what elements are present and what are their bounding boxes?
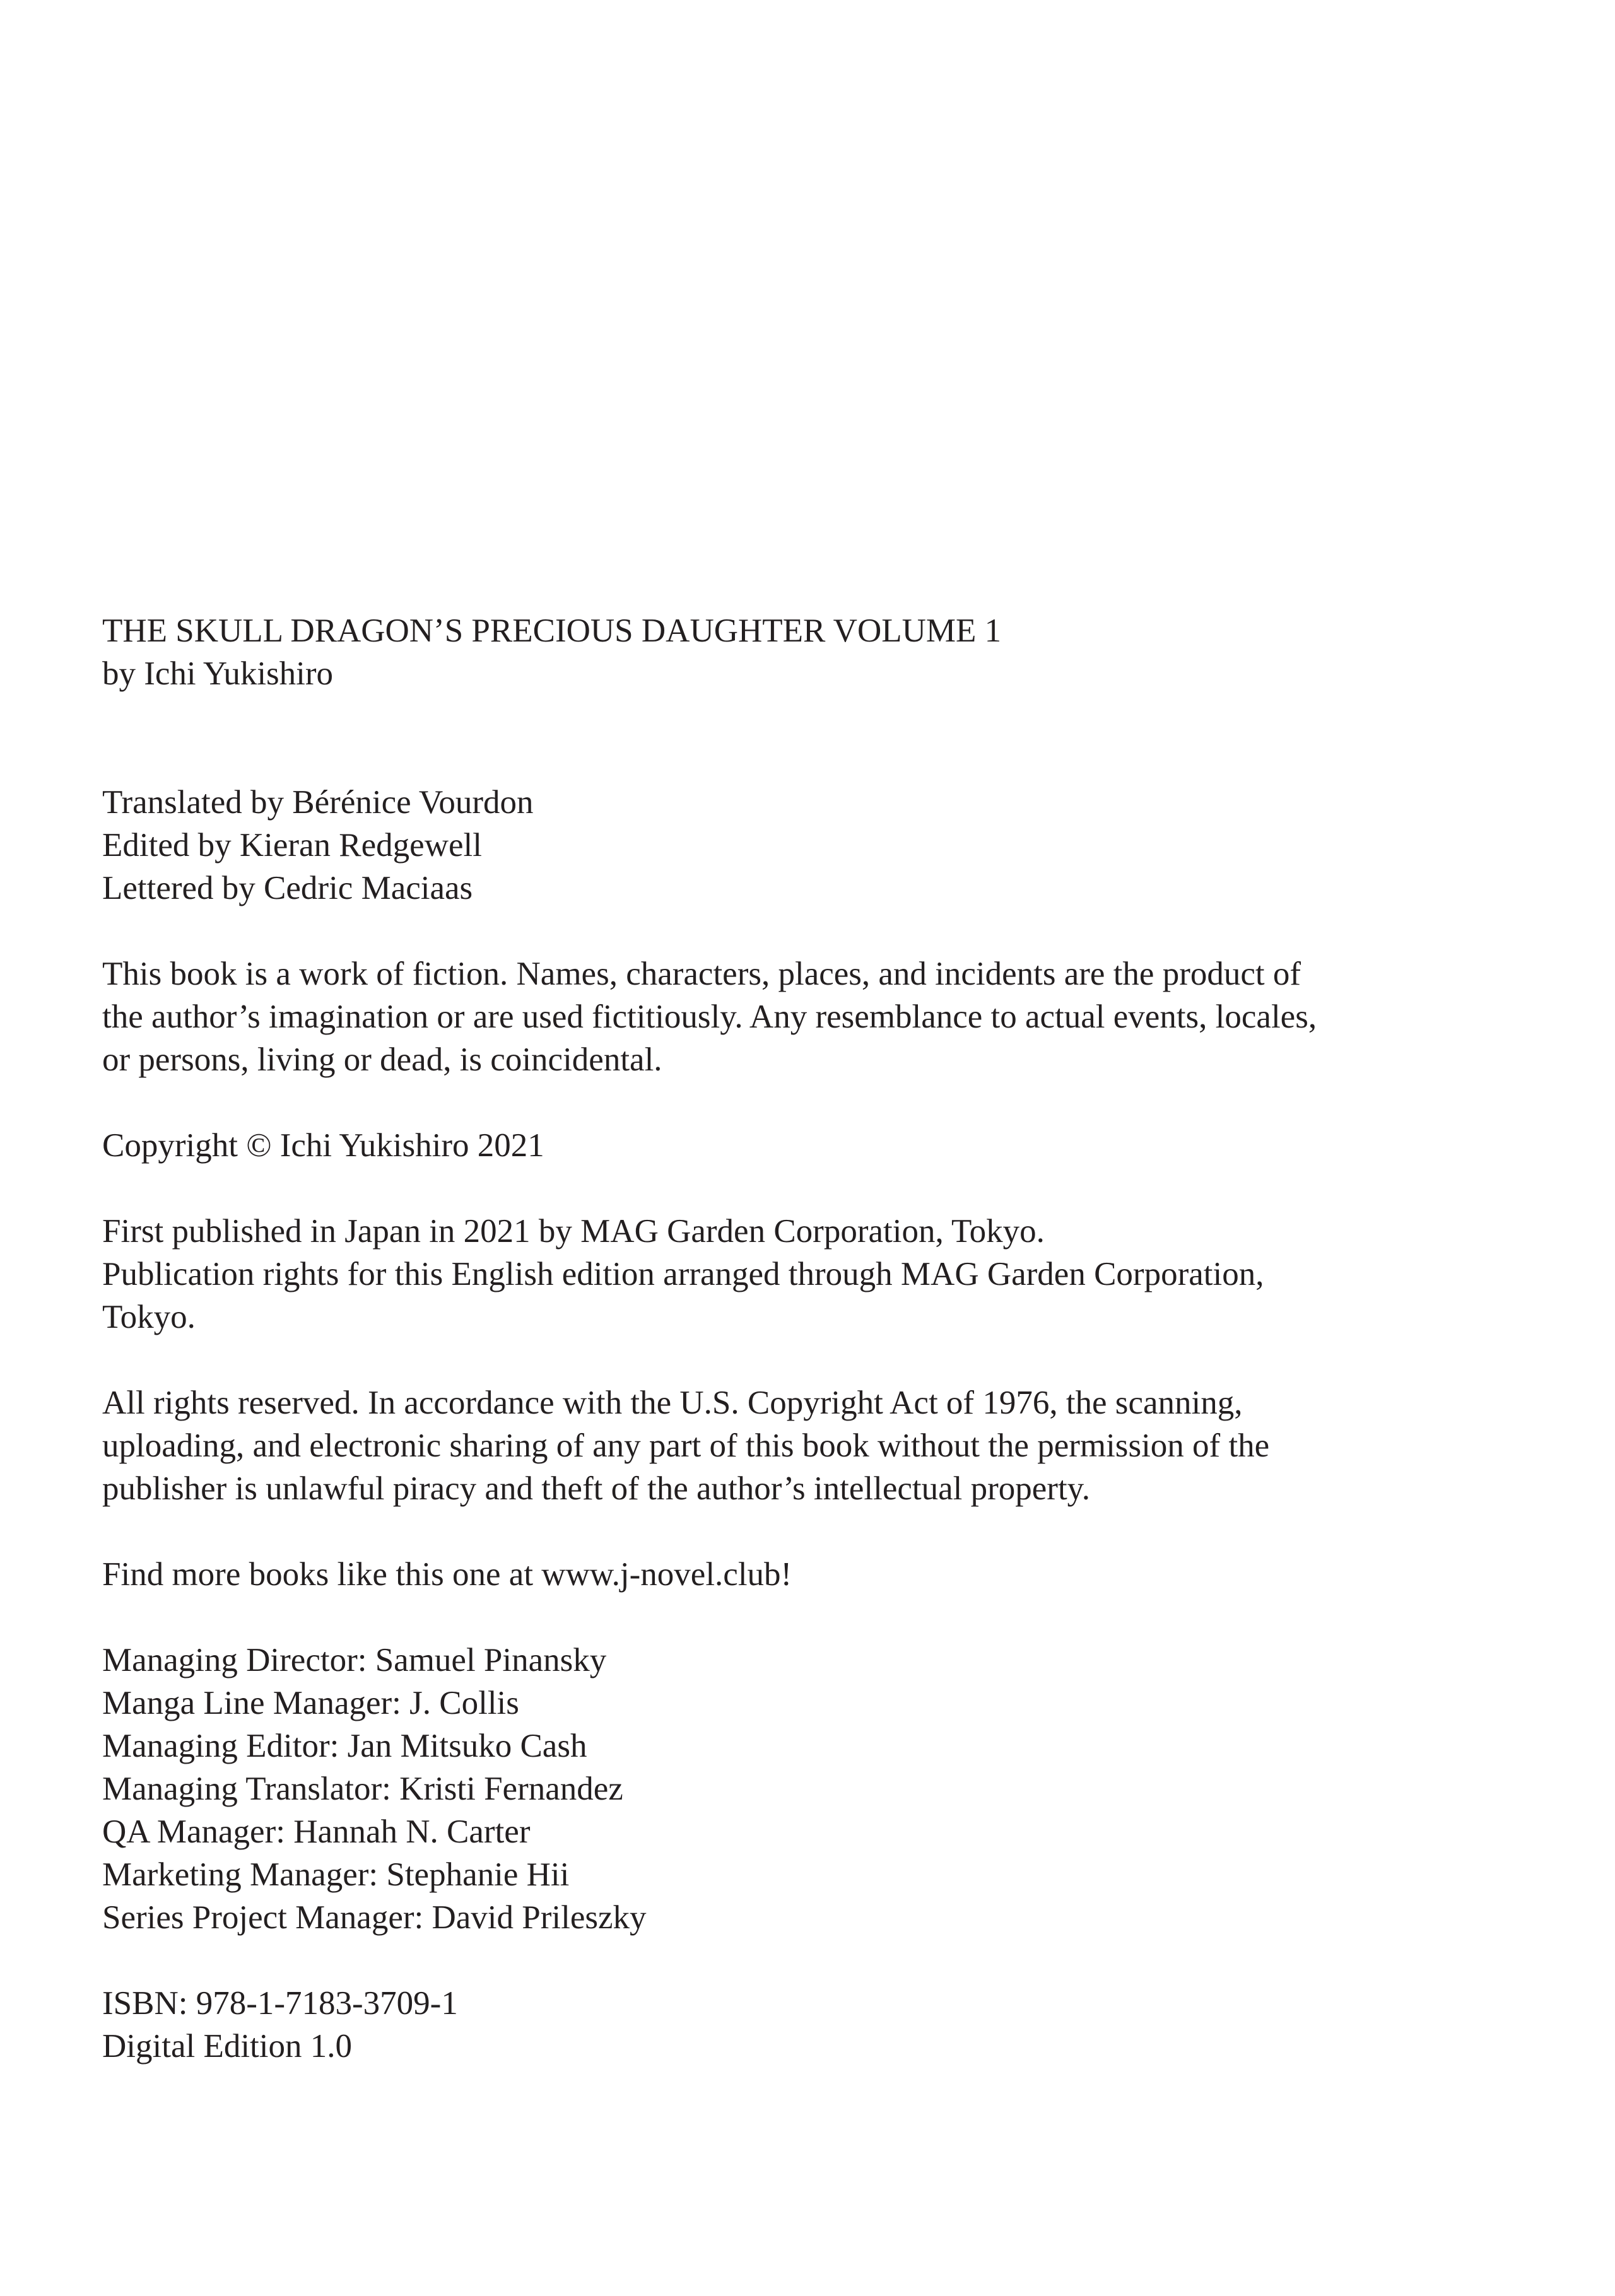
publication-line: First published in Japan in 2021 by MAG Garden Corporation, Tokyo.: [102, 1213, 1045, 1250]
rights-notice: [102, 1381, 1515, 1510]
staff-managing-director: Managing Director: Samuel Pinansky: [102, 1642, 607, 1678]
staff-list: [102, 1639, 1515, 1939]
fiction-notice-line: or persons, living or dead, is coincidental.: [102, 1041, 662, 1078]
staff-manga-line-manager: Manga Line Manager: J. Collis: [102, 1685, 519, 1721]
rights-line: uploading, and electronic sharing of any part of this book without the permission of the: [102, 1427, 1270, 1464]
copyright-line: Copyright © Ichi Yukishiro 2021: [102, 1127, 544, 1164]
fiction-notice-line: This book is a work of fiction. Names, characters, places, and incidents are the product of: [102, 956, 1301, 992]
staff-qa-manager: QA Manager: Hannah N. Carter: [102, 1813, 531, 1850]
book-author: by Ichi Yukishiro: [102, 655, 334, 692]
credit-translator: Translated by Bérénice Vourdon: [102, 784, 534, 821]
staff-marketing-manager: Marketing Manager: Stephanie Hii: [102, 1856, 570, 1893]
staff-managing-translator: Managing Translator: Kristi Fernandez: [102, 1771, 623, 1807]
copyright-page: [102, 609, 1515, 2068]
find-more-block: [102, 1553, 1515, 1596]
rights-line: publisher is unlawful piracy and theft of the author’s intellectual property.: [102, 1470, 1090, 1507]
copyright-notice: [102, 1124, 1515, 1167]
publication-line: Publication rights for this English edition arranged through MAG Garden Corporation,: [102, 1256, 1264, 1292]
isbn-line: ISBN: 978-1-7183-3709-1: [102, 1985, 458, 2022]
credit-letterer: Lettered by Cedric Maciaas: [102, 870, 473, 906]
edition-line: Digital Edition 1.0: [102, 2028, 352, 2065]
book-title: THE SKULL DRAGON’S PRECIOUS DAUGHTER VOLUME 1: [102, 612, 1002, 649]
publication-notice: [102, 1210, 1515, 1338]
rights-line: All rights reserved. In accordance with the U.S. Copyright Act of 1976, the scanning,: [102, 1385, 1243, 1421]
staff-managing-editor: Managing Editor: Jan Mitsuko Cash: [102, 1728, 587, 1764]
fiction-notice-line: the author’s imagination or are used fictitiously. Any resemblance to actual events, locales,: [102, 999, 1317, 1035]
fiction-notice: [102, 952, 1515, 1081]
isbn-block: [102, 1982, 1515, 2068]
credit-editor: Edited by Kieran Redgewell: [102, 827, 482, 864]
publication-line: Tokyo.: [102, 1299, 196, 1335]
title-block: [102, 609, 1515, 695]
credits-block: [102, 781, 1515, 910]
find-more-line: Find more books like this one at www.j-novel.club!: [102, 1556, 792, 1593]
staff-series-project-manager: Series Project Manager: David Prileszky: [102, 1899, 647, 1936]
